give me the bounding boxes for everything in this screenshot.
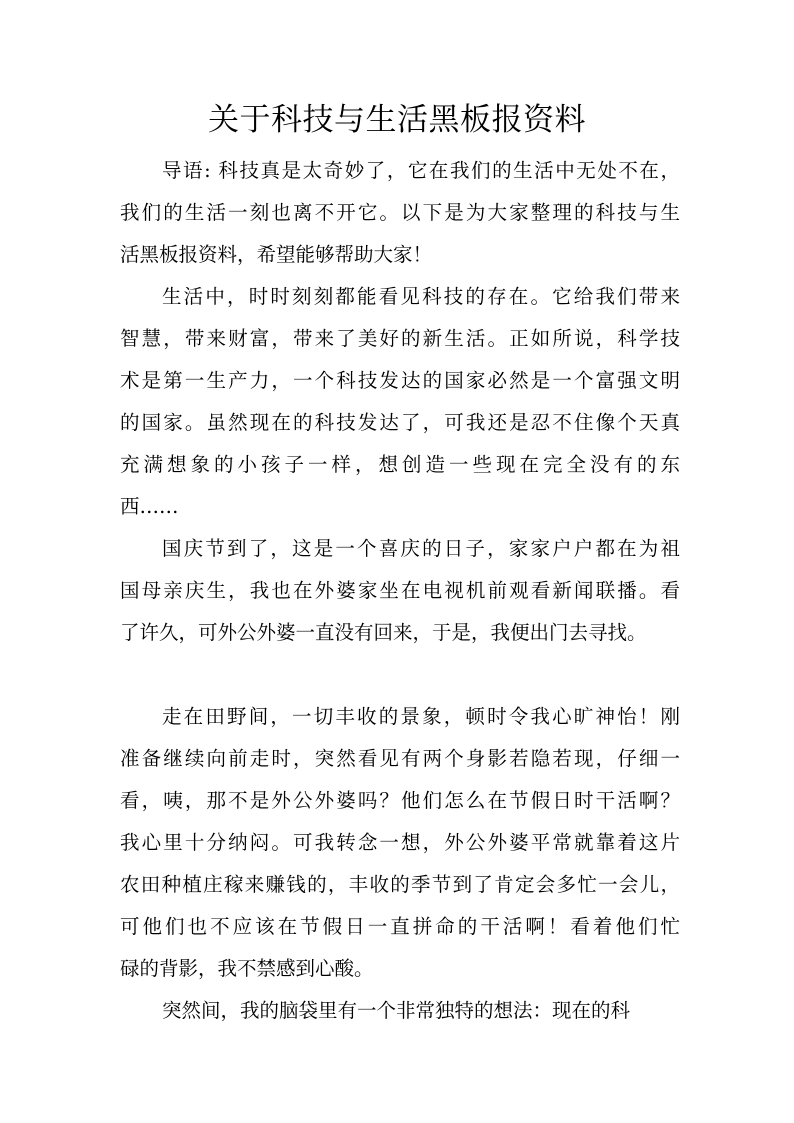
paragraph-line: 我们的生活一刻也离不开它。以下是为大家整理的科技与生 [120, 201, 680, 224]
paragraph-line: 智慧，带来财富，带来了美好的新生活。正如所说，科学技 [120, 327, 680, 350]
paragraph-line: 突然间，我的脑袋里有一个非常独特的想法：现在的科 [162, 999, 631, 1022]
paragraph-national-day [120, 528, 680, 654]
document-body [120, 150, 680, 1032]
paragraph-intro [120, 150, 680, 276]
paragraph-line: 的国家。虽然现在的科技发达了，可我还是忍不住像个天真 [120, 411, 680, 434]
paragraph-line: 可他们也不应该在节假日一直拼命的干活啊！看着他们忙 [120, 915, 680, 938]
paragraph-line: 碌的背影，我不禁感到心酸。 [120, 957, 374, 980]
paragraph-line: 走在田野间，一切丰收的景象，顿时令我心旷神怡！刚 [162, 705, 680, 728]
paragraph-line: 了许久，可外公外婆一直没有回来，于是，我便出门去寻找。 [120, 621, 647, 644]
paragraph-life [120, 276, 680, 528]
paragraph-line: 我心里十分纳闷。可我转念一想，外公外婆平常就靠着这片 [120, 831, 680, 854]
paragraph-fields [120, 696, 680, 990]
paragraph-line: 术是第一生产力，一个科技发达的国家必然是一个富强文明 [120, 369, 680, 392]
paragraph-gap [120, 654, 680, 696]
document-title: 关于科技与生活黑板报资料 [208, 102, 586, 138]
paragraph-line: 国庆节到了，这是一个喜庆的日子，家家户户都在为祖 [162, 537, 680, 560]
paragraph-line: 看，咦，那不是外公外婆吗？他们怎么在节假日时干活啊？ [120, 789, 680, 812]
paragraph-line: 准备继续向前走时，突然看见有两个身影若隐若现，仔细一 [120, 747, 680, 770]
paragraph-line: 活黑板报资料，希望能够帮助大家！ [120, 243, 433, 266]
paragraph-line: 国母亲庆生，我也在外婆家坐在电视机前观看新闻联播。看 [120, 579, 680, 602]
paragraph-line: 充满想象的小孩子一样，想创造一些现在完全没有的东 [120, 453, 680, 476]
paragraph-line: 西…… [120, 495, 179, 518]
paragraph-idea [120, 990, 680, 1032]
paragraph-line: 农田种植庄稼来赚钱的，丰收的季节到了肯定会多忙一会儿， [120, 873, 680, 896]
paragraph-line: 生活中，时时刻刻都能看见科技的存在。它给我们带来 [162, 285, 680, 308]
paragraph-line: 导语: 科技真是太奇妙了，它在我们的生活中无处不在， [162, 159, 680, 182]
